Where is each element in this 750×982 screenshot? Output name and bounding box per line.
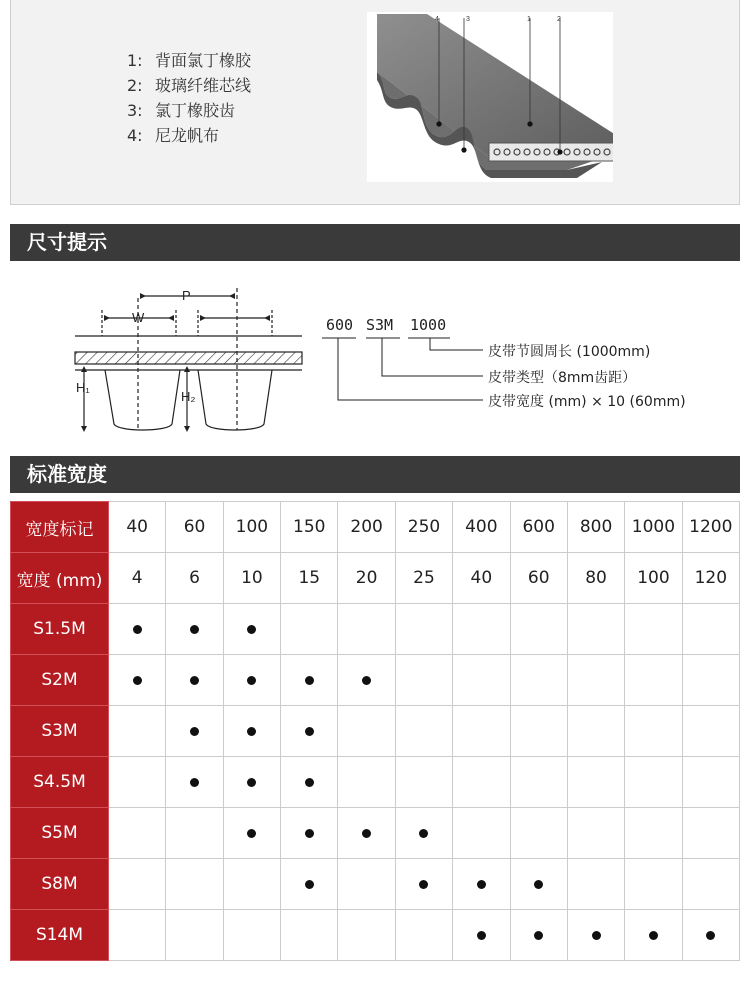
available-dot-icon xyxy=(534,880,543,889)
row-label: 宽度标记 xyxy=(11,502,109,553)
h1-label: H₁ xyxy=(76,380,90,395)
availability-cell xyxy=(223,808,280,859)
available-dot-icon xyxy=(592,931,601,940)
width-mm-cell: 25 xyxy=(395,553,452,604)
availability-cell xyxy=(281,757,338,808)
legend-item: 3: 氯丁橡胶齿 xyxy=(127,101,236,120)
availability-cell xyxy=(453,706,510,757)
availability-cell xyxy=(625,859,682,910)
available-dot-icon xyxy=(477,880,486,889)
width-mm-cell: 10 xyxy=(223,553,280,604)
width-mm-cell: 80 xyxy=(567,553,624,604)
availability-cell xyxy=(567,808,624,859)
availability-cell xyxy=(567,706,624,757)
available-dot-icon xyxy=(190,625,199,634)
available-dot-icon xyxy=(247,625,256,634)
availability-cell xyxy=(682,859,739,910)
availability-cell xyxy=(625,655,682,706)
availability-cell xyxy=(109,757,166,808)
belt-profile-diagram xyxy=(70,280,310,440)
dimension-section-title: 尺寸提示 xyxy=(10,224,740,261)
availability-cell xyxy=(338,655,395,706)
availability-cell xyxy=(395,910,452,961)
width-code-cell: 1200 xyxy=(682,502,739,553)
availability-cell xyxy=(166,706,223,757)
availability-cell xyxy=(567,604,624,655)
available-dot-icon xyxy=(305,727,314,736)
availability-cell xyxy=(109,808,166,859)
row-label: S8M xyxy=(11,859,109,910)
availability-cell xyxy=(682,757,739,808)
width-mm-row xyxy=(11,553,740,604)
width-mm-cell: 20 xyxy=(338,553,395,604)
belt-type-row xyxy=(11,757,740,808)
belt-type-row xyxy=(11,604,740,655)
row-label: S5M xyxy=(11,808,109,859)
belt-construction-image xyxy=(367,12,613,182)
availability-cell xyxy=(223,706,280,757)
availability-cell xyxy=(395,757,452,808)
availability-cell xyxy=(567,655,624,706)
width-mm-cell: 4 xyxy=(109,553,166,604)
available-dot-icon xyxy=(649,931,658,940)
width-mm-cell: 40 xyxy=(453,553,510,604)
code-type-part: S3M xyxy=(366,316,394,334)
availability-cell xyxy=(109,655,166,706)
availability-cell xyxy=(338,910,395,961)
width-mm-cell: 15 xyxy=(281,553,338,604)
availability-cell xyxy=(166,655,223,706)
availability-cell xyxy=(166,808,223,859)
availability-cell xyxy=(510,910,567,961)
availability-cell xyxy=(453,859,510,910)
availability-cell xyxy=(625,706,682,757)
availability-cell xyxy=(682,655,739,706)
available-dot-icon xyxy=(247,676,256,685)
legend-item: 1: 背面氯丁橡胶 xyxy=(127,51,252,70)
availability-cell xyxy=(281,859,338,910)
figure-number-2: 2 xyxy=(557,16,561,23)
availability-cell xyxy=(338,808,395,859)
width-code-cell: 250 xyxy=(395,502,452,553)
availability-cell xyxy=(109,604,166,655)
available-dot-icon xyxy=(477,931,486,940)
availability-cell xyxy=(510,604,567,655)
width-code-cell: 400 xyxy=(453,502,510,553)
available-dot-icon xyxy=(362,829,371,838)
availability-cell xyxy=(567,859,624,910)
available-dot-icon xyxy=(305,676,314,685)
length-description: 皮带节圆周长 (1000mm) xyxy=(488,344,651,360)
belt-code-explanation xyxy=(318,312,718,422)
available-dot-icon xyxy=(247,727,256,736)
availability-cell xyxy=(395,604,452,655)
availability-cell xyxy=(453,757,510,808)
available-dot-icon xyxy=(362,676,371,685)
availability-cell xyxy=(109,910,166,961)
availability-cell xyxy=(338,757,395,808)
availability-cell xyxy=(510,859,567,910)
legend-item: 4: 尼龙帆布 xyxy=(127,126,220,145)
availability-cell xyxy=(625,604,682,655)
type-description: 皮带类型（8mm齿距） xyxy=(488,370,637,386)
availability-cell xyxy=(223,910,280,961)
available-dot-icon xyxy=(305,880,314,889)
row-label: S2M xyxy=(11,655,109,706)
width-code-cell: 1000 xyxy=(625,502,682,553)
width-mm-cell: 120 xyxy=(682,553,739,604)
row-label: 宽度 (mm) xyxy=(11,553,109,604)
availability-cell xyxy=(223,604,280,655)
availability-cell xyxy=(281,706,338,757)
width-mm-cell: 60 xyxy=(510,553,567,604)
availability-cell xyxy=(281,655,338,706)
figure-number-1: 1 xyxy=(527,16,531,23)
availability-cell xyxy=(395,859,452,910)
belt-type-row xyxy=(11,655,740,706)
available-dot-icon xyxy=(419,829,428,838)
width-code-cell: 60 xyxy=(166,502,223,553)
availability-cell xyxy=(682,604,739,655)
availability-cell xyxy=(625,808,682,859)
availability-cell xyxy=(510,706,567,757)
availability-cell xyxy=(281,808,338,859)
available-dot-icon xyxy=(190,727,199,736)
standard-width-table xyxy=(10,501,740,961)
availability-cell xyxy=(625,910,682,961)
availability-cell xyxy=(166,757,223,808)
availability-cell xyxy=(281,910,338,961)
width-code-row xyxy=(11,502,740,553)
code-width-part: 600 xyxy=(326,316,354,334)
available-dot-icon xyxy=(247,778,256,787)
width-code-cell: 200 xyxy=(338,502,395,553)
availability-cell xyxy=(567,757,624,808)
availability-cell xyxy=(682,808,739,859)
figure-number-4: 4 xyxy=(435,16,439,23)
belt-type-row xyxy=(11,706,740,757)
row-label: S14M xyxy=(11,910,109,961)
availability-cell xyxy=(625,757,682,808)
availability-cell xyxy=(166,910,223,961)
belt-type-row xyxy=(11,910,740,961)
availability-cell xyxy=(510,808,567,859)
belt-type-row xyxy=(11,859,740,910)
width-code-cell: 150 xyxy=(281,502,338,553)
availability-cell xyxy=(166,604,223,655)
width-description: 皮带宽度 (mm) × 10 (60mm) xyxy=(488,394,686,410)
availability-cell xyxy=(453,604,510,655)
width-code-cell: 600 xyxy=(510,502,567,553)
availability-cell xyxy=(223,859,280,910)
available-dot-icon xyxy=(305,829,314,838)
availability-cell xyxy=(395,655,452,706)
availability-cell xyxy=(453,808,510,859)
belt-type-row xyxy=(11,808,740,859)
availability-cell xyxy=(682,706,739,757)
availability-cell xyxy=(166,859,223,910)
code-length-part: 1000 xyxy=(410,316,447,334)
row-label: S1.5M xyxy=(11,604,109,655)
availability-cell xyxy=(338,859,395,910)
availability-cell xyxy=(395,706,452,757)
row-label: S3M xyxy=(11,706,109,757)
width-label: W xyxy=(132,310,145,325)
available-dot-icon xyxy=(133,676,142,685)
width-mm-cell: 6 xyxy=(166,553,223,604)
available-dot-icon xyxy=(419,880,428,889)
width-code-cell: 40 xyxy=(109,502,166,553)
pitch-label: P xyxy=(182,288,191,303)
availability-cell xyxy=(510,757,567,808)
available-dot-icon xyxy=(706,931,715,940)
width-mm-cell: 100 xyxy=(625,553,682,604)
available-dot-icon xyxy=(190,676,199,685)
availability-cell xyxy=(395,808,452,859)
availability-cell xyxy=(338,604,395,655)
availability-cell xyxy=(567,910,624,961)
availability-cell xyxy=(281,604,338,655)
availability-cell xyxy=(109,859,166,910)
figure-number-3: 3 xyxy=(466,16,470,23)
availability-cell xyxy=(338,706,395,757)
availability-cell xyxy=(223,655,280,706)
available-dot-icon xyxy=(305,778,314,787)
availability-cell xyxy=(109,706,166,757)
availability-cell xyxy=(510,655,567,706)
legend-item: 2: 玻璃纤维芯线 xyxy=(127,76,252,95)
available-dot-icon xyxy=(247,829,256,838)
construction-panel xyxy=(10,0,740,205)
availability-cell xyxy=(682,910,739,961)
available-dot-icon xyxy=(190,778,199,787)
width-section-title: 标准宽度 xyxy=(10,456,740,493)
h2-label: H₂ xyxy=(181,389,196,404)
availability-cell xyxy=(223,757,280,808)
width-code-cell: 800 xyxy=(567,502,624,553)
row-label: S4.5M xyxy=(11,757,109,808)
availability-cell xyxy=(453,655,510,706)
width-code-cell: 100 xyxy=(223,502,280,553)
available-dot-icon xyxy=(534,931,543,940)
available-dot-icon xyxy=(133,625,142,634)
construction-legend xyxy=(127,48,251,148)
availability-cell xyxy=(453,910,510,961)
